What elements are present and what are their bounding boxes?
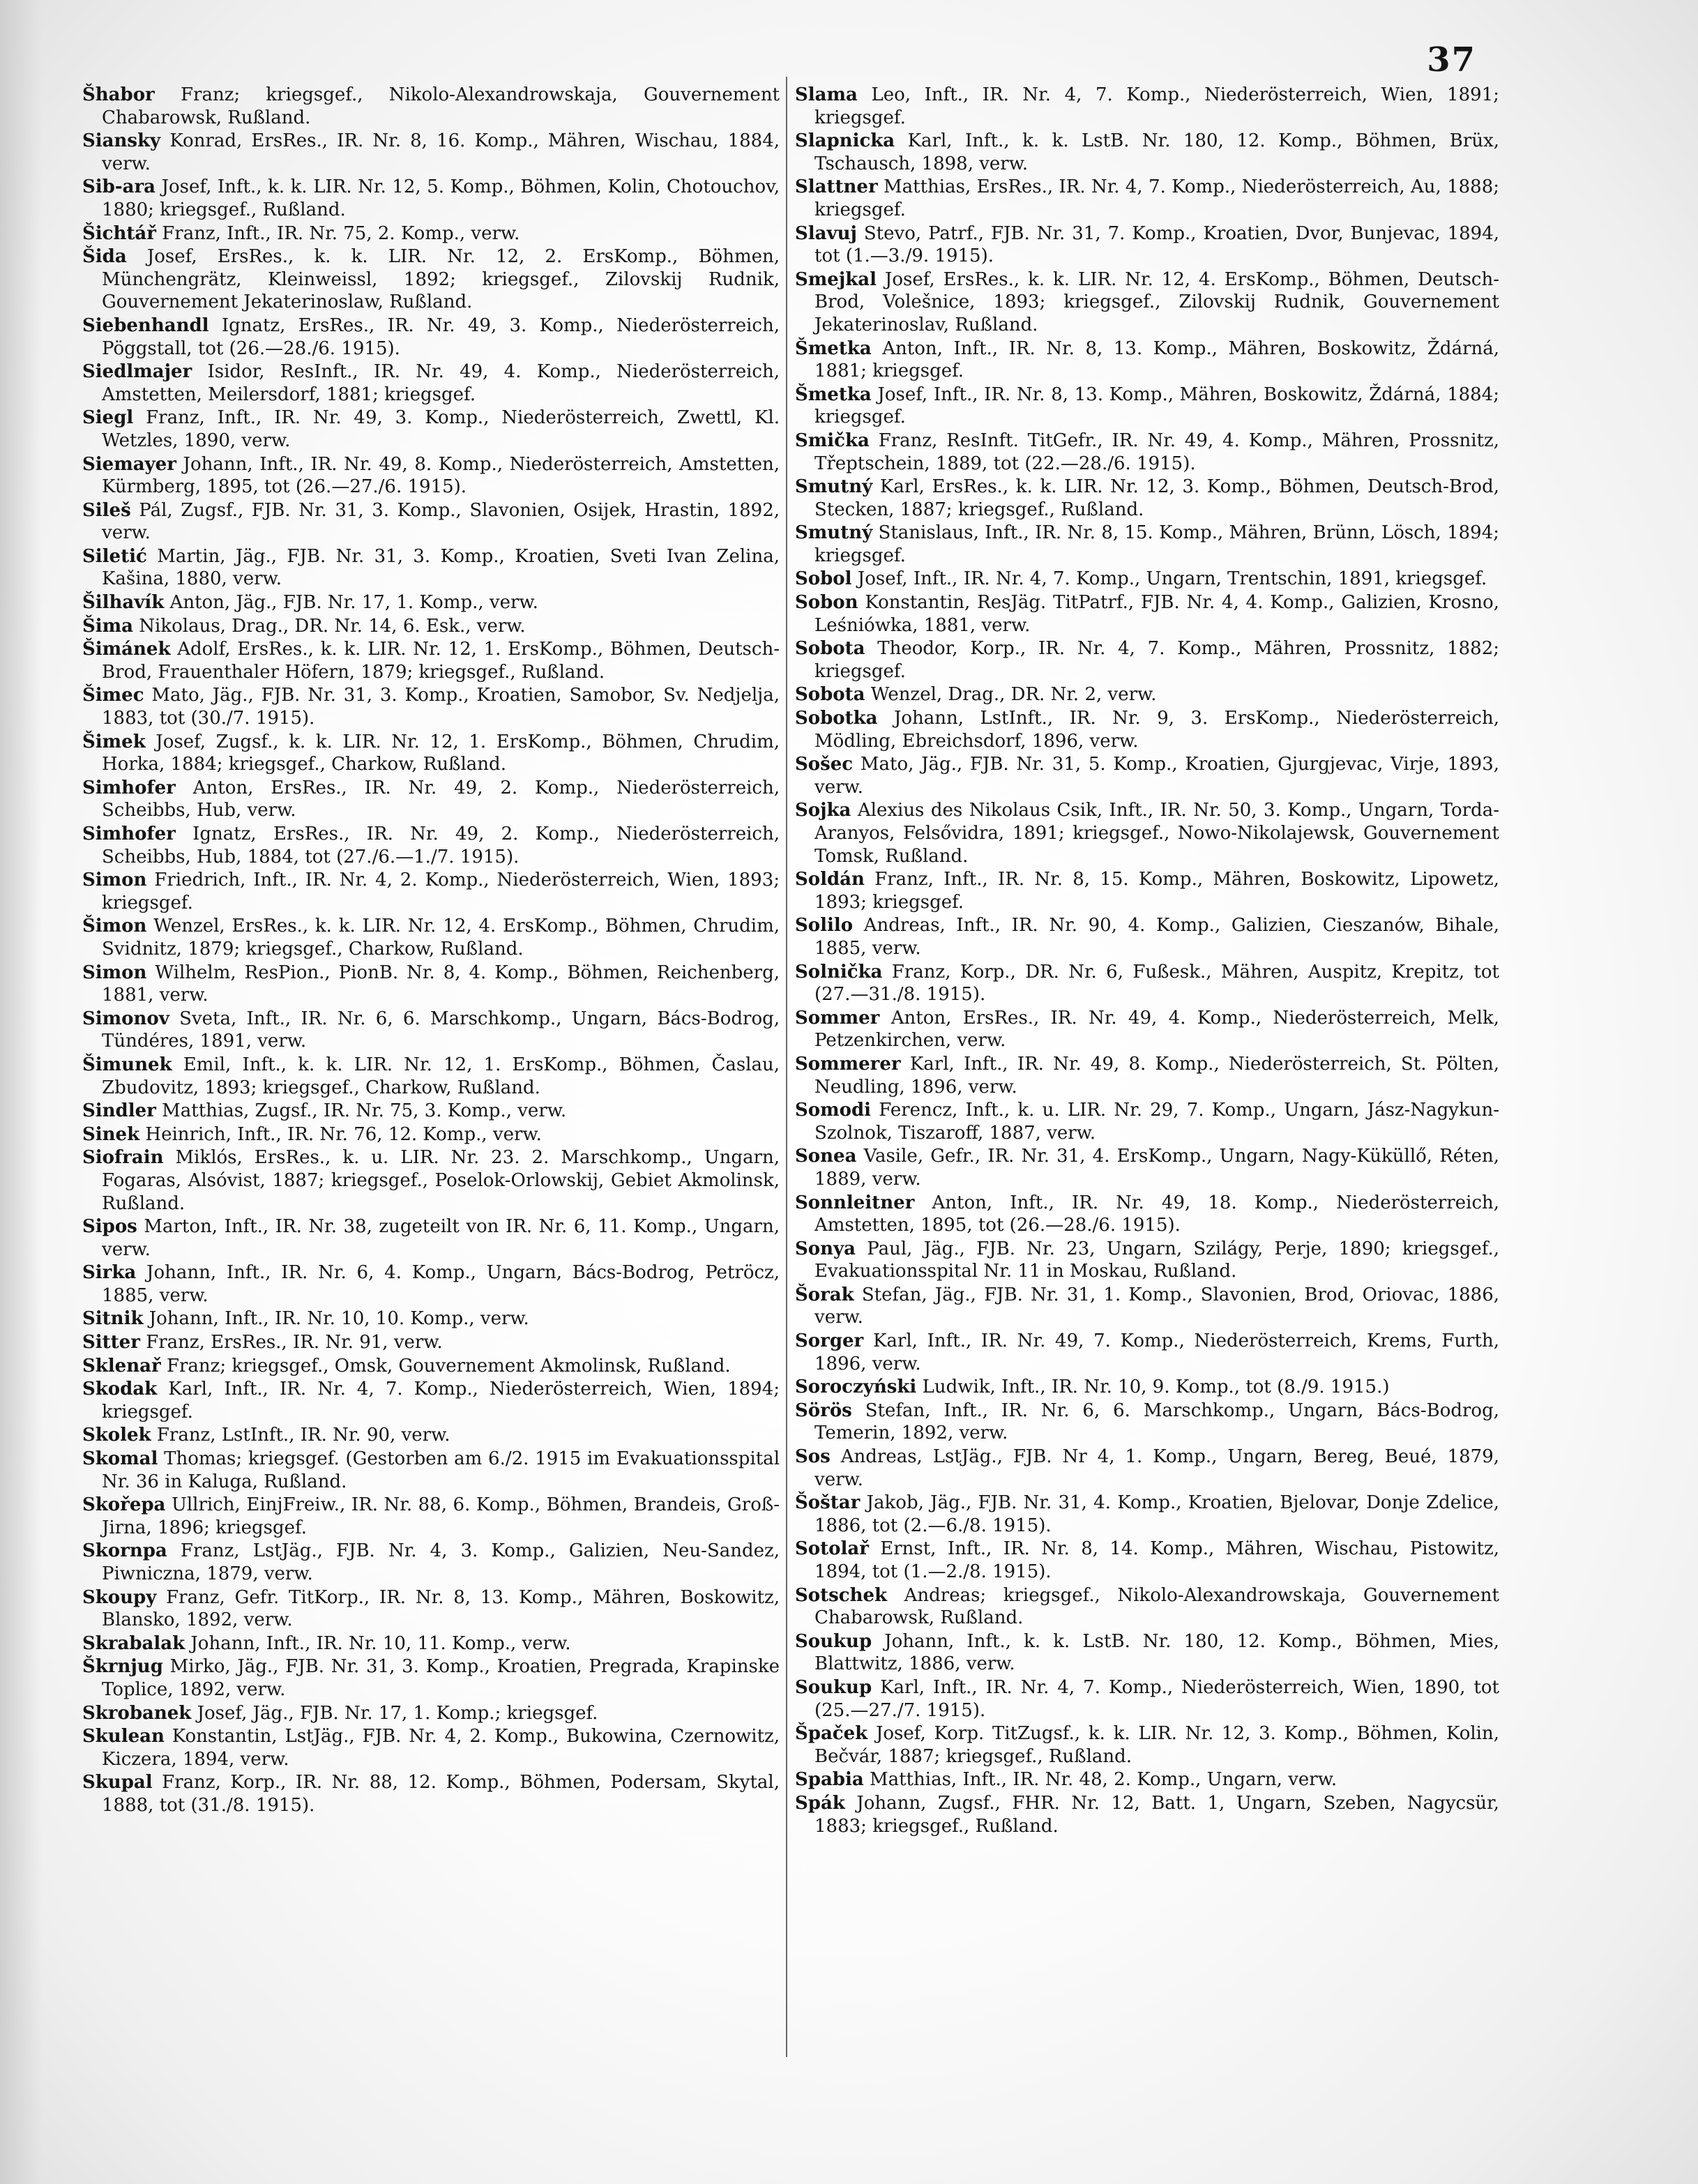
entry-surname: Šimunek [82, 1054, 172, 1075]
list-entry [82, 1494, 780, 1539]
list-entry [795, 384, 1499, 429]
list-entry [795, 683, 1499, 706]
entry-details: Matthias, Zugsf., IR. Nr. 75, 3. Komp., verw. [162, 1100, 567, 1122]
entry-details: Johann, Inft., IR. Nr. 6, 4. Komp., Ungarn, Bács-Bodrog, Petröcz, 1885, verw. [102, 1262, 780, 1306]
entry-surname: Skomal [82, 1448, 158, 1470]
entry-details: Ferencz, Inft., k. u. LIR. Nr. 29, 7. Komp., Ungarn, Jász-Nagykun-Szolnok, Tiszaroff, 1887, verw. [814, 1100, 1500, 1144]
entry-surname: Sobota [795, 638, 865, 660]
entry-details: Johann, LstInft., IR. Nr. 9, 3. ErsKomp., Niederösterreich, Mödling, Ebreichsdorf, 1896, verw. [814, 708, 1499, 752]
entry-surname: Šilhavík [82, 592, 165, 614]
entry-surname: Skodak [82, 1379, 158, 1400]
entry-surname: Simhofer [82, 824, 176, 844]
right-column [795, 84, 1499, 1838]
list-entry [795, 1330, 1499, 1375]
entry-details: Konstantin, LstJäg., FJB. Nr. 4, 2. Komp., Bukowina, Czernowitz, Kiczera, 1894, verw. [102, 1726, 780, 1770]
entry-details: Mato, Jäg., FJB. Nr. 31, 5. Komp., Kroatien, Gjurgjevac, Virje, 1893, verw. [814, 754, 1499, 798]
entry-details: Anton, Inft., IR. Nr. 49, 18. Komp., Niederösterreich, Amstetten, 1895, tot (26.—28./6. 1915). [814, 1192, 1500, 1236]
entry-details: Josef, Inft., IR. Nr. 8, 13. Komp., Mähren, Boskowitz, Ždárná, 1884; kriegsgef. [814, 384, 1500, 428]
entry-details: Josef, ErsRes., k. k. LIR. Nr. 12, 4. ErsKomp., Böhmen, Deutsch-Brod, Volešnice, 1893; kriegsgef., Zilovskij Rudnik, Gouvernement Jekaterinoslav, Rußland. [814, 268, 1499, 335]
entry-details: Franz, Gefr. TitKorp., IR. Nr. 8, 13. Komp., Mähren, Boskowitz, Blansko, 1892, verw. [102, 1586, 780, 1631]
entry-surname: Sitter [82, 1332, 140, 1353]
entry-surname: Siegl [82, 407, 134, 429]
entry-surname: Sonnleitner [795, 1192, 915, 1213]
list-entry [795, 707, 1499, 752]
list-entry [82, 1655, 780, 1701]
entry-surname: Soukup [795, 1630, 872, 1652]
entry-surname: Skulean [82, 1726, 165, 1747]
entry-surname: Sib-ara [82, 176, 156, 198]
list-entry [795, 222, 1499, 268]
list-entry [795, 1492, 1499, 1537]
entry-details: Stefan, Inft., IR. Nr. 6, 6. Marschkomp., Ungarn, Bács-Bodrog, Temerin, 1892, verw. [814, 1400, 1499, 1444]
entry-details: Franz, ResInft. TitGefr., IR. Nr. 49, 4. Komp., Mähren, Prossnitz, Třeptschein, 1889, tot (22.—28./6. 1915). [814, 430, 1499, 474]
entry-surname: Skrabalak [82, 1632, 185, 1654]
entry-details: Karl, Inft., IR. Nr. 49, 7. Komp., Niederösterreich, Krems, Furth, 1896, verw. [814, 1330, 1499, 1374]
entry-details: Franz, Korp., DR. Nr. 6, Fußesk., Mähren, Auspitz, Krepitz, tot (27.—31./8. 1915). [814, 961, 1500, 1006]
entry-details: Josef, Inft., k. k. LIR. Nr. 12, 5. Komp., Böhmen, Kolin, Chotouchov, 1880; kriegsgef., Rußland. [102, 176, 780, 220]
list-entry [795, 591, 1499, 637]
entry-surname: Sotschek [795, 1584, 888, 1606]
entry-surname: Sklenař [82, 1355, 161, 1377]
entry-details: Anton, ErsRes., IR. Nr. 49, 2. Komp., Niederösterreich, Scheibbs, Hub, verw. [102, 777, 780, 821]
list-entry [82, 1424, 780, 1447]
entry-details: Konrad, ErsRes., IR. Nr. 8, 16. Komp., Mähren, Wischau, 1884, verw. [102, 130, 780, 174]
list-entry [795, 961, 1499, 1006]
list-entry [82, 1586, 780, 1632]
entry-details: Andreas; kriegsgef., Nikolo-Alexandrowskaja, Gouvernement Chabarowsk, Rußland. [814, 1584, 1499, 1629]
entry-surname: Sorger [795, 1330, 864, 1352]
list-entry [82, 245, 780, 314]
list-entry [82, 453, 780, 499]
list-entry [82, 962, 780, 1007]
list-entry [795, 1538, 1499, 1583]
entry-surname: Sileš [82, 499, 131, 521]
list-entry [82, 545, 780, 591]
list-entry [795, 1400, 1499, 1445]
list-entry [82, 407, 780, 452]
list-entry [82, 823, 780, 868]
list-entry [82, 777, 780, 822]
entry-details: Mirko, Jäg., FJB. Nr. 31, 3. Komp., Kroatien, Pregrada, Krapinske Toplice, 1892, verw. [102, 1656, 780, 1700]
entry-surname: Sitnik [82, 1308, 144, 1330]
entry-surname: Šorak [795, 1284, 854, 1305]
entry-surname: Simhofer [82, 777, 176, 798]
entry-surname: Smička [795, 430, 870, 451]
entry-surname: Siansky [82, 130, 161, 152]
list-entry [82, 1215, 780, 1261]
list-entry [82, 1261, 780, 1307]
entry-details: Anton, Inft., IR. Nr. 8, 13. Komp., Mähren, Boskowitz, Ždárná, 1881; kriegsgef. [814, 338, 1500, 382]
entry-surname: Slattner [795, 176, 878, 198]
entry-details: Friedrich, Inft., IR. Nr. 4, 2. Komp., Niederösterreich, Wien, 1893; kriegsgef. [102, 870, 780, 913]
entry-details: Ullrich, EinjFreiw., IR. Nr. 88, 6. Komp., Böhmen, Brandeis, Groß-Jirna, 1896; kriegsgef. [102, 1494, 780, 1538]
entry-details: Franz, Korp., IR. Nr. 88, 12. Komp., Böhmen, Podersam, Skytal, 1888, tot (31./8. 1915). [102, 1772, 780, 1816]
list-entry [795, 914, 1499, 960]
entry-surname: Sobota [795, 684, 865, 706]
page-number: 37 [1427, 40, 1476, 79]
list-entry [82, 1146, 780, 1215]
entry-surname: Soldán [795, 869, 865, 890]
entry-surname: Skornpa [82, 1540, 167, 1562]
list-entry [82, 1771, 780, 1817]
entry-details: Mato, Jäg., FJB. Nr. 31, 3. Komp., Kroatien, Samobor, Sv. Nedjelja, 1883, tot (30./7. 1915). [102, 685, 780, 729]
entry-surname: Sommer [795, 1007, 880, 1029]
entry-details: Adolf, ErsRes., k. k. LIR. Nr. 12, 1. ErsKomp., Böhmen, Deutsch-Brod, Frauenthaler Höfern, 1879; kriegsgef., Rußland. [102, 639, 780, 683]
entry-details: Franz, LstJäg., FJB. Nr. 4, 3. Komp., Galizien, Neu-Sandez, Piwniczna, 1879, verw. [102, 1540, 780, 1584]
list-entry [795, 268, 1499, 337]
list-entry [795, 1630, 1499, 1676]
list-entry [82, 1448, 780, 1493]
entry-details: Josef, Korp. TitZugsf., k. k. LIR. Nr. 12, 3. Komp., Böhmen, Kolin, Bečvár, 1887; kriegsgef., Rußland. [814, 1723, 1500, 1767]
list-entry [82, 1008, 780, 1053]
entry-surname: Šhabor [82, 84, 155, 105]
entry-surname: Šmetka [795, 384, 872, 405]
entry-surname: Soukup [795, 1676, 872, 1698]
list-entry [82, 1355, 780, 1378]
entry-details: Franz; kriegsgef., Omsk, Gouvernement Akmolinsk, Rußland. [166, 1355, 731, 1377]
entry-surname: Sörös [795, 1400, 852, 1421]
entry-details: Karl, Inft., IR. Nr. 4, 7. Komp., Niederösterreich, Wien, 1890, tot (25.—27./7. 1915). [814, 1676, 1499, 1721]
entry-details: Karl, ErsRes., k. k. LIR. Nr. 12, 3. Komp., Böhmen, Deutsch-Brod, Stecken, 1887; kriegsgef., Rußland. [814, 476, 1499, 520]
list-entry [82, 222, 780, 245]
list-entry [795, 637, 1499, 683]
entry-details: Emil, Inft., k. k. LIR. Nr. 12, 1. ErsKomp., Böhmen, Časlau, Zbudovitz, 1893; kriegsgef., Charkow, Rußland. [102, 1054, 780, 1098]
list-entry [82, 1378, 780, 1423]
list-entry [795, 522, 1499, 567]
entry-surname: Sobon [795, 592, 858, 614]
list-entry [795, 130, 1499, 175]
entry-surname: Simon [82, 870, 147, 891]
entry-details: Wilhelm, ResPion., PionB. Nr. 8, 4. Komp., Böhmen, Reichenberg, 1881, verw. [102, 962, 780, 1006]
list-entry [82, 591, 780, 614]
entry-details: Matthias, Inft., IR. Nr. 48, 2. Komp., Ungarn, verw. [869, 1769, 1337, 1791]
list-entry [795, 1446, 1499, 1491]
list-entry [795, 1284, 1499, 1329]
entry-details: Sveta, Inft., IR. Nr. 6, 6. Marschkomp., Ungarn, Bács-Bodrog, Tündéres, 1891, verw. [102, 1008, 780, 1052]
entry-details: Alexius des Nikolaus Csik, Inft., IR. Nr. 50, 3. Komp., Ungarn, Torda-Aranyos, Felsővidra, 1891; kriegsgef., Nowo-Nikolajewsk, Gouvernement Tomsk, Rußland. [814, 800, 1500, 867]
list-entry [82, 915, 780, 960]
entry-details: Franz, LstInft., IR. Nr. 90, verw. [156, 1425, 450, 1446]
entry-surname: Šida [82, 246, 127, 268]
entry-details: Franz, ErsRes., IR. Nr. 91, verw. [146, 1332, 443, 1353]
entry-surname: Šichtář [82, 222, 156, 244]
entry-surname: Sotolař [795, 1538, 869, 1560]
entry-details: Martin, Jäg., FJB. Nr. 31, 3. Komp., Kroatien, Sveti Ivan Zelina, Kašina, 1880, verw. [102, 545, 780, 590]
list-entry [795, 1722, 1499, 1768]
entry-details: Vasile, Gefr., IR. Nr. 31, 4. ErsKomp., Ungarn, Nagy-Küküllő, Réten, 1889, verw. [814, 1146, 1500, 1190]
list-entry [82, 1331, 780, 1354]
entry-surname: Šoštar [795, 1492, 861, 1514]
entry-details: Josef, Jäg., FJB. Nr. 17, 1. Komp.; kriegsgef. [197, 1702, 598, 1724]
list-entry [82, 731, 780, 776]
list-entry [795, 1238, 1499, 1283]
entry-details: Ignatz, ErsRes., IR. Nr. 49, 2. Komp., Niederösterreich, Scheibbs, Hub, 1884, tot (27./6.—1./7. 1915). [102, 824, 780, 867]
entry-details: Karl, Inft., IR. Nr. 49, 8. Komp., Niederösterreich, St. Pölten, Neudling, 1896, verw. [814, 1053, 1499, 1098]
entry-surname: Siebenhandl [82, 314, 209, 336]
list-entry [82, 684, 780, 729]
list-entry [82, 1100, 780, 1123]
entry-details: Franz, Inft., IR. Nr. 49, 3. Komp., Niederösterreich, Zwettl, Kl. Wetzles, 1890, verw. [102, 407, 780, 451]
entry-surname: Slama [795, 84, 858, 105]
entry-surname: Sipos [82, 1216, 137, 1238]
list-entry [82, 1540, 780, 1585]
entry-details: Thomas; kriegsgef. (Gestorben am 6./2. 1915 im Evakuationsspital Nr. 36 in Kaluga, Rußland. [102, 1448, 780, 1492]
entry-surname: Šimec [82, 685, 144, 706]
entry-details: Johann, Inft., k. k. LstB. Nr. 180, 12. Komp., Böhmen, Mies, Blattwitz, 1886, verw. [814, 1630, 1499, 1675]
entry-details: Franz; kriegsgef., Nikolo-Alexandrowskaja, Gouvernement Chabarowsk, Rußland. [102, 84, 780, 128]
entry-surname: Siedlmajer [82, 361, 192, 383]
entry-surname: Sirka [82, 1262, 137, 1284]
entry-surname: Spabia [795, 1769, 864, 1791]
entry-surname: Sojka [795, 800, 851, 821]
entry-surname: Skrobanek [82, 1702, 192, 1724]
entry-details: Stanislaus, Inft., IR. Nr. 8, 15. Komp., Mähren, Brünn, Lösch, 1894; kriegsgef. [814, 522, 1500, 566]
list-entry [795, 1792, 1499, 1837]
entry-details: Stefan, Jäg., FJB. Nr. 31, 1. Komp., Slavonien, Brod, Oriovac, 1886, verw. [814, 1284, 1499, 1328]
entry-details: Johann, Inft., IR. Nr. 49, 8. Komp., Niederösterreich, Amstetten, Kürmberg, 1895, tot (26.—27./6. 1915). [102, 453, 780, 498]
column-divider [786, 77, 787, 2057]
entry-details: Andreas, LstJäg., FJB. Nr 4, 1. Komp., Ungarn, Bereg, Beué, 1879, verw. [814, 1446, 1500, 1490]
entry-surname: Sinek [82, 1123, 140, 1145]
list-entry [795, 84, 1499, 129]
entry-details: Ludwik, Inft., IR. Nr. 10, 9. Komp., tot (8./9. 1915.) [922, 1377, 1390, 1398]
entry-surname: Šima [82, 615, 134, 637]
list-entry [82, 869, 780, 914]
list-entry [82, 1632, 780, 1655]
entry-surname: Solilo [795, 915, 854, 936]
list-entry [795, 799, 1499, 867]
entry-surname: Simonov [82, 1008, 169, 1029]
entry-surname: Solnička [795, 961, 883, 983]
entry-details: Andreas, Inft., IR. Nr. 90, 4. Komp., Galizien, Cieszanów, Bihale, 1885, verw. [814, 915, 1499, 959]
entry-surname: Sošec [795, 754, 854, 775]
list-entry [82, 84, 780, 129]
list-entry [795, 338, 1499, 383]
entry-surname: Sobol [795, 568, 852, 590]
list-entry [795, 753, 1499, 798]
entry-surname: Slapnicka [795, 130, 895, 152]
list-entry [795, 568, 1499, 591]
entry-details: Ernst, Inft., IR. Nr. 8, 14. Komp., Mähren, Wischau, Pistowitz, 1894, tot (1.—2./8. 1915). [814, 1538, 1500, 1582]
entry-details: Ignatz, ErsRes., IR. Nr. 49, 3. Komp., Niederösterreich, Pöggstall, tot (26.—28./6. 1915). [102, 314, 780, 359]
entry-surname: Skupal [82, 1772, 153, 1794]
list-entry [795, 1768, 1499, 1791]
left-column [82, 84, 780, 1818]
entry-surname: Špaček [795, 1723, 868, 1745]
entry-details: Johann, Inft., IR. Nr. 10, 10. Komp., verw. [149, 1308, 529, 1330]
entry-details: Anton, Jäg., FJB. Nr. 17, 1. Komp., verw. [169, 592, 538, 614]
entry-surname: Soroczyński [795, 1377, 917, 1398]
entry-details: Johann, Zugsf., FHR. Nr. 12, Batt. 1, Ungarn, Szeben, Nagycsür, 1883; kriegsgef., Rußland. [814, 1792, 1500, 1837]
list-entry [795, 1053, 1499, 1098]
list-entry [82, 176, 780, 221]
entry-details: Anton, ErsRes., IR. Nr. 49, 4. Komp., Niederösterreich, Melk, Petzenkirchen, verw. [814, 1007, 1500, 1052]
entry-surname: Smutný [795, 522, 873, 544]
entry-surname: Somodi [795, 1100, 872, 1121]
entry-surname: Sonea [795, 1146, 857, 1167]
entry-surname: Sobotka [795, 708, 878, 729]
entry-surname: Šmetka [795, 338, 872, 359]
list-entry [82, 499, 780, 545]
entry-details: Stevo, Patrf., FJB. Nr. 31, 7. Komp., Kroatien, Dvor, Bunjevac, 1894, tot (1.—3./9. 1915). [814, 222, 1500, 267]
list-entry [82, 615, 780, 638]
list-entry [82, 361, 780, 406]
list-entry [795, 1584, 1499, 1630]
entry-details: Karl, Inft., k. k. LstB. Nr. 180, 12. Komp., Böhmen, Brüx, Tschausch, 1898, verw. [814, 130, 1500, 174]
entry-details: Heinrich, Inft., IR. Nr. 76, 12. Komp., verw. [145, 1123, 542, 1145]
list-entry [795, 868, 1499, 913]
list-entry [795, 430, 1499, 475]
list-entry [795, 1192, 1499, 1237]
entry-surname: Siofrain [82, 1147, 164, 1169]
entry-surname: Sonya [795, 1238, 856, 1259]
entry-surname: Sindler [82, 1100, 156, 1122]
entry-details: Franz, Inft., IR. Nr. 75, 2. Komp., verw. [162, 222, 520, 244]
list-entry [82, 1054, 780, 1099]
list-entry [82, 314, 780, 360]
entry-details: Josef, Inft., IR. Nr. 4, 7. Komp., Ungarn, Trentschin, 1891, kriegsgef. [857, 568, 1487, 590]
entry-surname: Skořepa [82, 1494, 166, 1516]
entry-details: Miklós, ErsRes., k. u. LIR. Nr. 23. 2. Marschkomp., Ungarn, Fogaras, Alsóvist, 1887; kriegsgef., Poselok-Orlowskij, Gebiet Akmolinsk, Rußland. [102, 1147, 780, 1214]
entry-details: Josef, Zugsf., k. k. LIR. Nr. 12, 1. ErsKomp., Böhmen, Chrudim, Horka, 1884; kriegsgef., Charkow, Rußland. [102, 731, 780, 775]
page-edge-shadow [0, 0, 42, 2184]
entry-details: Franz, Inft., IR. Nr. 8, 15. Komp., Mähren, Boskowitz, Lipowetz, 1893; kriegsgef. [814, 869, 1499, 913]
entry-details: Marton, Inft., IR. Nr. 38, zugeteilt von IR. Nr. 6, 11. Komp., Ungarn, verw. [102, 1216, 780, 1260]
list-entry [795, 1676, 1499, 1722]
entry-surname: Sos [795, 1446, 831, 1468]
list-entry [795, 1099, 1499, 1144]
entry-details: Johann, Inft., IR. Nr. 10, 11. Komp., verw. [190, 1632, 571, 1654]
entry-details: Leo, Inft., IR. Nr. 4, 7. Komp., Niederösterreich, Wien, 1891; kriegsgef. [814, 84, 1500, 128]
entry-details: Wenzel, Drag., DR. Nr. 2, verw. [870, 684, 1157, 706]
entry-surname: Šimánek [82, 639, 171, 660]
entry-details: Isidor, ResInft., IR. Nr. 49, 4. Komp., Niederösterreich, Amstetten, Meilersdorf, 1881; kriegsgef. [102, 361, 780, 405]
list-entry [82, 1123, 780, 1146]
entry-surname: Skoupy [82, 1586, 157, 1608]
list-entry [82, 130, 780, 175]
entry-surname: Skolek [82, 1425, 151, 1446]
entry-surname: Smutný [795, 476, 873, 498]
list-entry [795, 1007, 1499, 1052]
entry-details: Konstantin, ResJäg. TitPatrf., FJB. Nr. 4, 4. Komp., Galizien, Krosno, Leśniówka, 1881, verw. [814, 592, 1499, 636]
entry-details: Jakob, Jäg., FJB. Nr. 31, 4. Komp., Kroatien, Bjelovar, Donje Zdelice, 1886, tot (2.—6./8. 1915). [814, 1492, 1499, 1536]
entry-surname: Šimek [82, 731, 146, 752]
entry-details: Karl, Inft., IR. Nr. 4, 7. Komp., Niederösterreich, Wien, 1894; kriegsgef. [102, 1379, 780, 1423]
entry-surname: Smejkal [795, 268, 877, 290]
entry-details: Wenzel, ErsRes., k. k. LIR. Nr. 12, 4. ErsKomp., Böhmen, Chrudim, Svidnitz, 1879; kriegsgef., Charkow, Rußland. [102, 916, 780, 960]
entry-details: Nikolaus, Drag., DR. Nr. 14, 6. Esk., verw. [139, 615, 526, 637]
list-entry [795, 176, 1499, 221]
entry-surname: Sommerer [795, 1053, 901, 1075]
entry-details: Paul, Jäg., FJB. Nr. 23, Ungarn, Szilágy, Perje, 1890; kriegsgef., Evakuationsspital Nr. 11 in Moskau, Rußland. [814, 1238, 1499, 1282]
entry-details: Josef, ErsRes., k. k. LIR. Nr. 12, 2. ErsKomp., Böhmen, Münchengrätz, Kleinweissl, 1892; kriegsgef., Zilovskij Rudnik, Gouvernement Jekaterinoslaw, Rußland. [102, 246, 780, 313]
entry-surname: Siletić [82, 545, 147, 567]
list-entry [82, 1725, 780, 1770]
entry-surname: Siemayer [82, 453, 176, 475]
list-entry [82, 1702, 780, 1725]
entry-details: Matthias, ErsRes., IR. Nr. 4, 7. Komp., Niederösterreich, Au, 1888; kriegsgef. [814, 176, 1500, 220]
entry-details: Theodor, Korp., IR. Nr. 4, 7. Komp., Mähren, Prossnitz, 1882; kriegsgef. [814, 638, 1500, 682]
entry-surname: Slavuj [795, 222, 857, 244]
list-entry [82, 638, 780, 683]
entry-surname: Šimon [82, 916, 147, 937]
entry-details: Pál, Zugsf., FJB. Nr. 31, 3. Komp., Slavonien, Osijek, Hrastin, 1892, verw. [102, 499, 780, 544]
list-entry [82, 1307, 780, 1330]
list-entry [795, 476, 1499, 521]
list-entry [795, 1376, 1499, 1399]
list-entry [795, 1145, 1499, 1190]
entry-surname: Škrnjug [82, 1656, 163, 1678]
entry-surname: Spák [795, 1792, 845, 1814]
entry-surname: Simon [82, 962, 147, 983]
